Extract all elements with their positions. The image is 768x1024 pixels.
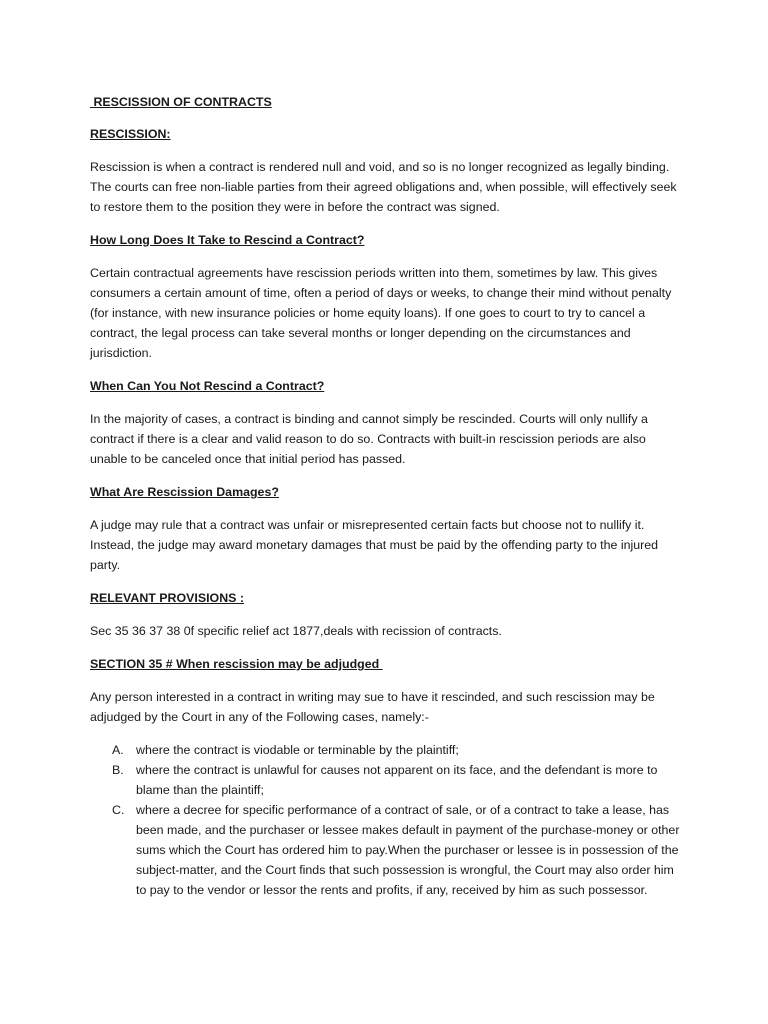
section-paragraph-section-35: Any person interested in a contract in writing may sue to have it rescinded, and such rescission may be adjudged by the Court in any of the Following cases, namely:- bbox=[90, 690, 655, 724]
section-heading-damages: What Are Rescission Damages? bbox=[90, 485, 279, 499]
list-item-text: where the contract is unlawful for causes not apparent on its face, and the defendant is more to blame than the plaintiff; bbox=[136, 763, 658, 797]
list-marker: C. bbox=[112, 803, 125, 817]
section-heading-section-35: SECTION 35 # When rescission may be adjudged bbox=[90, 657, 383, 671]
list-marker: B. bbox=[112, 763, 124, 777]
section-heading-how-long: How Long Does It Take to Rescind a Contract? bbox=[90, 233, 365, 247]
list-item bbox=[90, 740, 680, 760]
list-item bbox=[90, 760, 680, 800]
section-heading-when-not: When Can You Not Rescind a Contract? bbox=[90, 379, 325, 393]
section-paragraph-how-long: Certain contractual agreements have rescission periods written into them, sometimes by law. This gives consumers a certain amount of time, often a period of days or weeks, to change their mind without penalty (for instance, with new insurance policies or home equity loans). If one goes to court to try to cancel a contract, the legal process can take several months or longer depending on the circumstances and jurisdiction. bbox=[90, 266, 672, 360]
document-title: RESCISSION OF CONTRACTS bbox=[90, 95, 272, 109]
section-paragraph-relevant-provisions: Sec 35 36 37 38 0f specific relief act 1877,deals with recission of contracts. bbox=[90, 624, 502, 638]
section-heading-relevant-provisions: RELEVANT PROVISIONS : bbox=[90, 591, 244, 605]
section-paragraph-rescission: Rescission is when a contract is rendered null and void, and so is no longer recognized as legally binding. The courts can free non-liable parties from their agreed obligations and, when possible, will effectively seek to restore them to the position they were in before the contract was signed. bbox=[90, 160, 677, 214]
section-paragraph-when-not: In the majority of cases, a contract is binding and cannot simply be rescinded. Courts will only nullify a contract if there is a clear and valid reason to do so. Contracts with built-in rescission periods are also unable to be canceled once that initial period has passed. bbox=[90, 412, 648, 466]
list-marker: A. bbox=[112, 743, 124, 757]
document-page bbox=[90, 92, 680, 900]
list-item-text: where the contract is viodable or terminable by the plaintiff; bbox=[136, 743, 459, 757]
list-item-text: where a decree for specific performance of a contract of sale, or of a contract to take a lease, has been made, and the purchaser or lessee makes default in payment of the purchase-money or other sums which the Court has ordered him to pay.When the purchaser or lessee is in possession of the subject-matter, and the Court finds that such possession is wrongful, the Court may also order him to pay to the vendor or lessor the rents and profits, if any, received by him as such possessor. bbox=[136, 803, 680, 897]
section-heading-rescission: RESCISSION: bbox=[90, 127, 171, 141]
cases-list bbox=[90, 740, 680, 900]
section-paragraph-damages: A judge may rule that a contract was unfair or misrepresented certain facts but choose not to nullify it. Instead, the judge may award monetary damages that must be paid by the offending party to the injured party. bbox=[90, 518, 659, 572]
list-item bbox=[90, 800, 680, 900]
